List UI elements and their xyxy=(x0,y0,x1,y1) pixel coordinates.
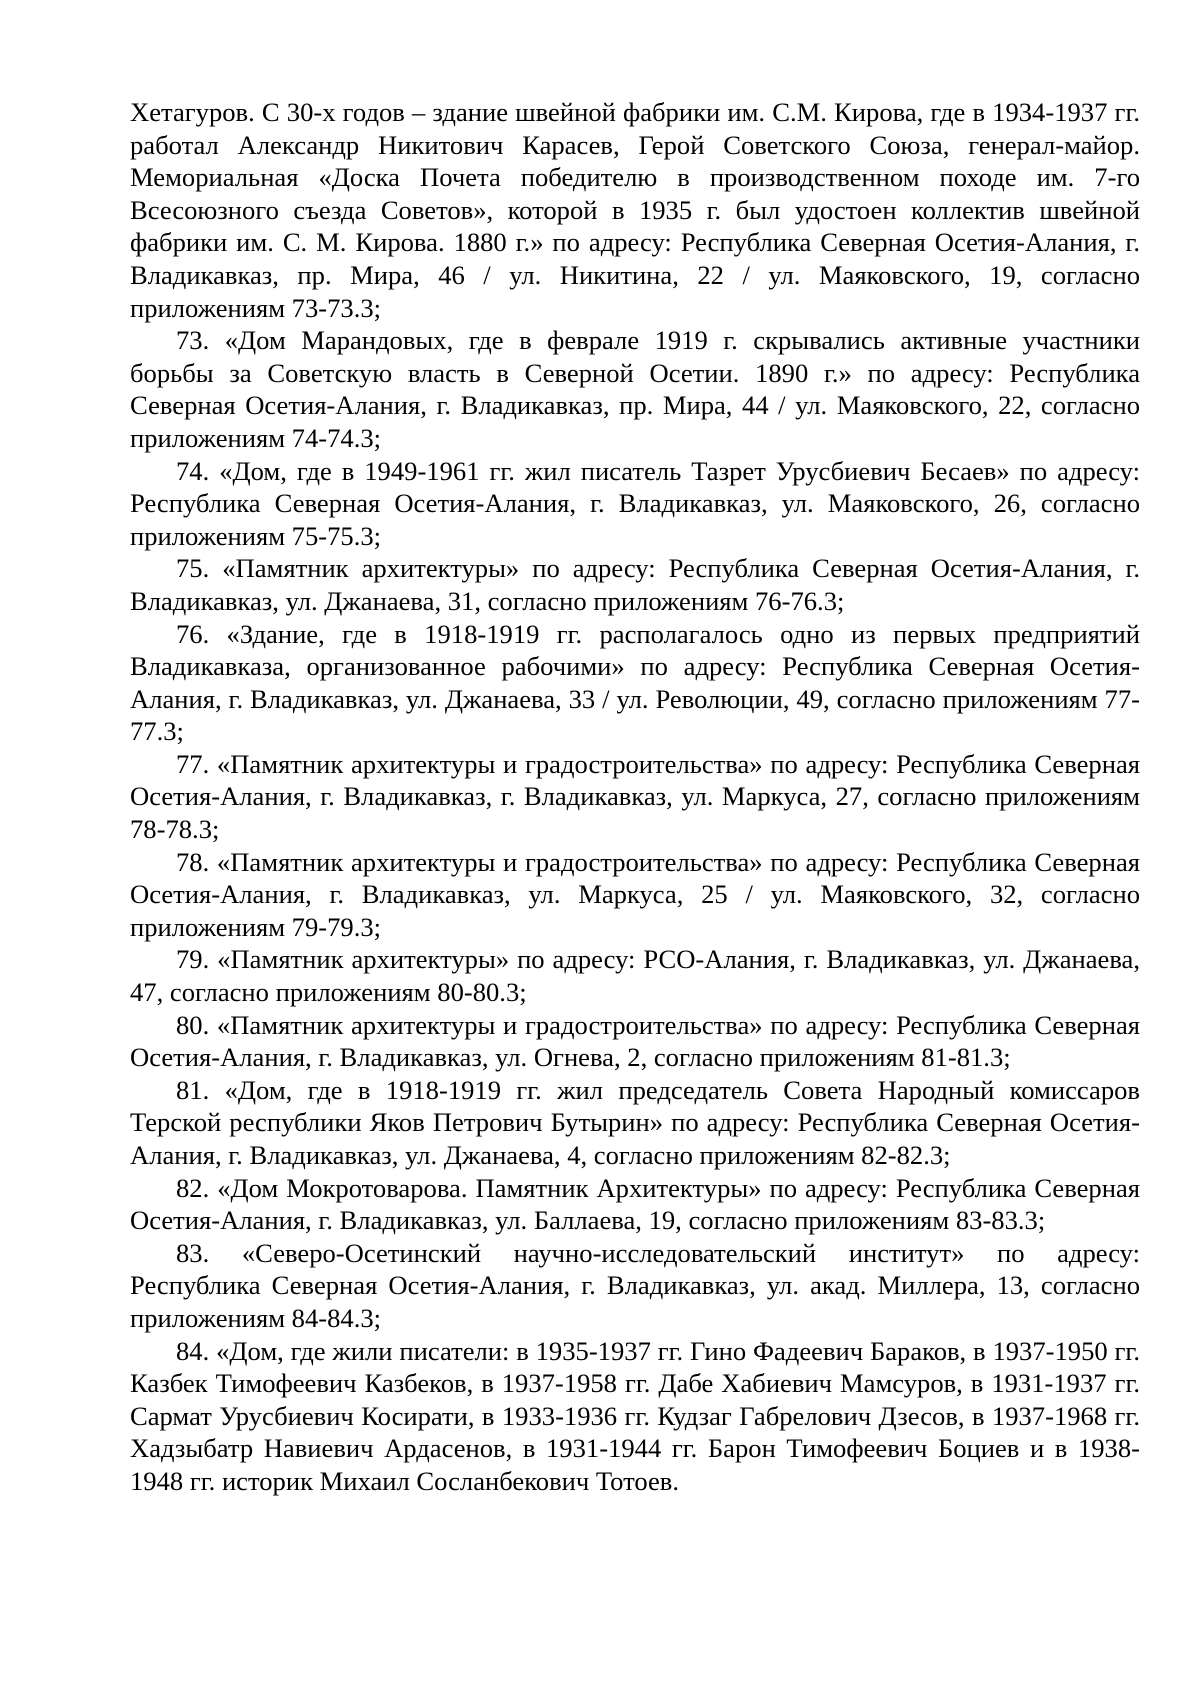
list-item-73: 73. «Дом Марандовых, где в феврале 1919 г. скрывались активные участники борьбы за Советскую власть в Северной Осетии. 1890 г.» по адресу: Республика Северная Осетия-Алания, г. Владикавказ, пр. Мира, 44 / ул. Маяковского, 22, согласно приложениям 74-74.3; xyxy=(130,325,1140,453)
list-item-82: 82. «Дом Мокротоварова. Памятник Архитектуры» по адресу: Республика Северная Осетия-Алания, г. Владикавказ, ул. Баллаева, 19, согласно приложениям 83-83.3; xyxy=(130,1172,1140,1236)
list-item-77: 77. «Памятник архитектуры и градостроительства» по адресу: Республика Северная Осетия-Алания, г. Владикавказ, г. Владикавказ, ул. Маркуса, 27, согласно приложениям 78-78.3; xyxy=(130,748,1140,845)
list-item-74: 74. «Дом, где в 1949-1961 гг. жил писатель Тазрет Урусбиевич Бесаев» по адресу: Республика Северная Осетия-Алания, г. Владикавказ, ул. Маяковского, 26, согласно приложениям 75-75.3; xyxy=(130,455,1140,551)
list-item-76: 76. «Здание, где в 1918-1919 гг. располагалось одно из первых предприятий Владикавказа, организованное рабочими» по адресу: Республика Северная Осетия-Алания, г. Владикавказ, ул. Джанаева, 33 / ул. Революции, 49, согласно приложениям 77-77.3; xyxy=(130,618,1140,747)
list-item-83: 83. «Северо-Осетинский научно-исследовательский институт» по адресу: Республика Северная Осетия-Алания, г. Владикавказ, ул. акад. Миллера, 13, согласно приложениям 84-84.3; xyxy=(130,1237,1140,1333)
list-item-81: 81. «Дом, где в 1918-1919 гг. жил председатель Совета Народный комиссаров Терской республики Яков Петрович Бутырин» по адресу: Республика Северная Осетия-Алания, г. Владикавказ, ул. Джанаева, 4, согласно приложениям 82-82.3; xyxy=(130,1074,1140,1170)
continuation-paragraph: Хетагуров. С 30-х годов – здание швейной фабрики им. С.М. Кирова, где в 1934-1937 гг. работал Александр Никитович Карасев, Герой Советского Союза, генерал-майор. Мемориальная «Доска Почета победителю в производственном походе им. 7-го Всесоюзного съезда Советов», которой в 1935 г. был удостоен коллектив швейной фабрики им. С. М. Кирова. 1880 г.» по адресу: Республика Северная Осетия-Алания, г. Владикавказ, пр. Мира, 46 / ул. Никитина, 22 / ул. Маяковского, 19, согласно приложениям 73-73.3; xyxy=(130,97,1140,323)
list-item-80: 80. «Памятник архитектуры и градостроительства» по адресу: Республика Северная Осетия-Алания, г. Владикавказ, ул. Огнева, 2, согласно приложениям 81-81.3; xyxy=(130,1009,1140,1073)
list-item-84: 84. «Дом, где жили писатели: в 1935-1937 гг. Гино Фадеевич Бараков, в 1937-1950 гг. Казбек Тимофеевич Казбеков, в 1937-1958 гг. Дабе Хабиевич Мамсуров, в 1931-1937 гг. Сармат Урусбиевич Косирати, в 1933-1936 гг. Кудзаг Габрелович Дзесов, в 1937-1968 гг. Хадзыбатр Навиевич Ардасенов, в 1931-1944 гг. Барон Тимофеевич Боциев и в 1938-1948 гг. историк Михаил Сосланбекович Тотоев. xyxy=(130,1335,1140,1496)
list-item-79: 79. «Памятник архитектуры» по адресу: РСО-Алания, г. Владикавказ, ул. Джанаева, 47, согласно приложениям 80-80.3; xyxy=(130,944,1140,1008)
list-item-75: 75. «Памятник архитектуры» по адресу: Республика Северная Осетия-Алания, г. Владикавказ, ул. Джанаева, 31, согласно приложениям 76-76.3; xyxy=(130,553,1140,616)
list-item-78: 78. «Памятник архитектуры и градостроительства» по адресу: Республика Северная Осетия-Алания, г. Владикавказ, ул. Маркуса, 25 / ул. Маяковского, 32, согласно приложениям 79-79.3; xyxy=(130,846,1140,942)
document-page xyxy=(130,96,1140,1498)
